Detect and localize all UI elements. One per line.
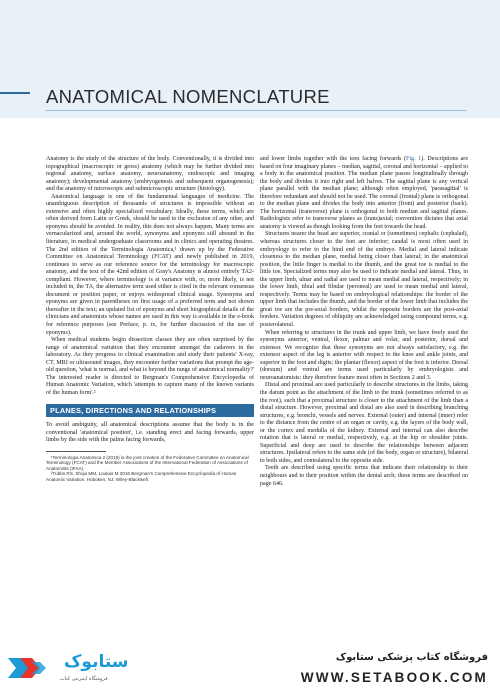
right-column	[260, 156, 468, 488]
title-accent-rule	[0, 92, 30, 94]
paragraph: Anatomy is the study of the structure of the body. Conventionally, it is divided into topographical (macroscopic or gross) anatomy (which may be further divided into regional anatomy, surface anatomy, neuroanatomy, endoscopic and imaging anatomy); developmental anatomy (embryogenesis and subsequent organogenesis); and the anatomy of microscopic and submicroscopic structure (histology).	[46, 156, 254, 193]
paragraph	[260, 156, 468, 231]
left-column	[46, 156, 254, 483]
page-title: ANATOMICAL NOMENCLATURE	[46, 86, 330, 107]
paragraph: Structures nearer the head are superior, cranial or (sometimes) cephalic (cephalad), whereas structures closer to the feet are inferior; caudal is most often used in embryology to refer to the hind end of the embryo. Medial and lateral indicate closeness to the median plane, medial being closer than lateral; in the anatomical position, the little finger is medial to the thumb, and the great toe is medial to the little toe. Specialized terms may also be used to indicate medial and lateral. Thus, in the upper limb, ulnar and radial are used to mean medial and lateral, respectively; in the lower limb, tibial and fibular (peroneal) are used to mean medial and lateral, respectively. Terms may be based on embryological relationships: the border of the upper limb that includes the thumb, and the border of the lower limb that includes the great toe are the pre-axial borders, whilst the opposite borders are the post-axial borders. Variation degrees of obliquity are acknowledged using compound terms, e.g. posterolateral.	[260, 231, 468, 329]
title-divider	[46, 110, 466, 111]
paragraph-text: ). Descriptions are based on four imaginary planes – median, sagittal, coronal and horizontal – applied to a body in the anatomical position. The median plane passes longitudinally through the body and divides it into right and left halves. The sagittal plane is any vertical plane parallel with the median plane; although often employed, 'parasagittal' is therefore redundant and should not be used. The coronal (frontal) plane is orthogonal to the median plane and divides the body into anterior (front) and posterior (back). The horizontal (transverse) plane is orthogonal to both median and sagittal planes. Radiologists refer to transverse planes as (trans)axial; convention dictates that axial anatomy is viewed as though looking from the feet towards the head.	[260, 156, 468, 230]
footnote: ²Tubbs RS, Shoja MM, Loukas M 2016 Bergman's Comprehensive Encyclopedia of Human Anatomic Variation. Hoboken, NJ: Wiley-Blackwell.	[46, 471, 237, 483]
paragraph: Teeth are described using specific terms that indicate their relationship to their neighbours and to their position within the dental arch; these terms are described on page 646.	[260, 465, 468, 487]
paragraph: To avoid ambiguity, all anatomical descriptions assume that the body is in the conventional 'anatomical position', i.e. standing erect and facing forwards, upper limbs by the side with the palms facing forwards,	[46, 422, 254, 444]
figure-reference-link[interactable]: Fig. 1	[406, 156, 422, 162]
paragraph: When referring to structures in the trunk and upper limb, we have freely used the synonyms anterior, ventral, flexor, palmar and volar, and posterior, dorsal and extensor. We recognize that these synonyms are not always satisfactory, e.g. the extensor aspect of the leg is anterior with respect to the knee and ankle joints, and superior in the foot and digits; the plantar (flexor) aspect of the foot is inferior. Dorsal (dorsum) and ventral are terms used particularly by embryologists and neuroanatomists: they therefore feature most often in Sections 2 and 3.	[260, 329, 468, 381]
paragraph: Distal and proximal are used particularly to describe structures in the limbs, taking the datum point as the attachment of the limb to the trunk (sometimes referred to as the root), such that a proximal structure is closer to the attachment of the limb than a distal structure. However, proximal and distal are also used in describing branching structures, e.g. bronchi, vessels and nerves. External (outer) and internal (inner) refer to the distance from the centre of an organ or cavity, e.g. the layers of the body wall, or the cortex and medulla of the kidney. External and internal can also describe rotation that is lateral or medial, respectively, e.g. at the hip or shoulder joints. Superficial and deep are used to describe the relationships between adjacent structures. Ipsilateral refers to the same side (of the body, organ or structure), bilateral to both sides, and contralateral to the opposite side.	[260, 382, 468, 464]
setabook-logo-icon	[6, 644, 64, 692]
paragraph: Anatomical language is one of the fundamental languages of medicine. The unambiguous description of thousands of structures is impossible without an extensive and often highly specialized vocabulary. Ideally, these terms, which are often derived from Latin or Greek, should be used to the exclusion of any other, and eponyms should be avoided. In reality, this does not always happen. Many terms are vernacularized and, around the world, synonyms and eponyms still abound in the literature, in medical undergraduate classrooms and in clinics and operating theatres. The 2nd edition of the Terminologia Anatomica,¹ drawn up by the Federative Committee on Anatomical Terminology (FCAT) and newly published in 2019, continues to serve as our reference source for the terminology for macroscopic anatomy, and the text of the 42nd edition of Gray's Anatomy is almost entirely TA2-compliant. However, where terminology is at variance with, or, more likely, is not included in, the TA, the alternative term used either is cited in the relevant consensus document or position paper, or enjoys widespread clinical usage. Synonyms and eponyms are given in parentheses on first usage of a preferred term and not shown thereafter in the text; an updated list of eponyms and short biographical details of the clinicians and anatomists whose names are used in this way is available in the e-book for reference purposes (see Preface, p. ix, for further discussion of the use of eponyms).	[46, 193, 254, 336]
logo-text: ستابوک	[64, 652, 129, 672]
section-heading: PLANES, DIRECTIONS AND RELATIONSHIPS	[46, 404, 254, 418]
store-url-link[interactable]: WWW.SETABOOK.COM	[300, 670, 488, 685]
paragraph: When medical students begin dissection classes they are often surprised by the range of anatomical variation that they encounter amongst the cadavers in the laboratory. As they progress to clinical examination and study their patients' X-ray, CT, MRI or ultrasound images, they encounter further variations that prompt the age-old question, 'what is normal, and what is beyond the range of anatomical normality?' The interested reader is directed to Bergman's Comprehensive Encyclopedia of Human Anatomic Variation, which 'attempts to capture many of the known variants of the human form'.²	[46, 337, 254, 396]
store-name: فروشگاه کتاب پزشکی ستابوک	[335, 652, 488, 663]
footnote: ¹Terminologia Anatomica 2 (2019) is the joint creation of the Federative Committee on Anatomical Terminology (FCAT) and the Member Associations of the International Federation of Associations of Anatomists (IFAA).	[46, 454, 249, 471]
footnote-divider	[46, 451, 106, 452]
paragraph-text: and lower limbs together with the toes facing forwards (	[260, 156, 406, 162]
logo-subtitle: فروشگاه اینترنتی کتاب	[60, 676, 108, 682]
